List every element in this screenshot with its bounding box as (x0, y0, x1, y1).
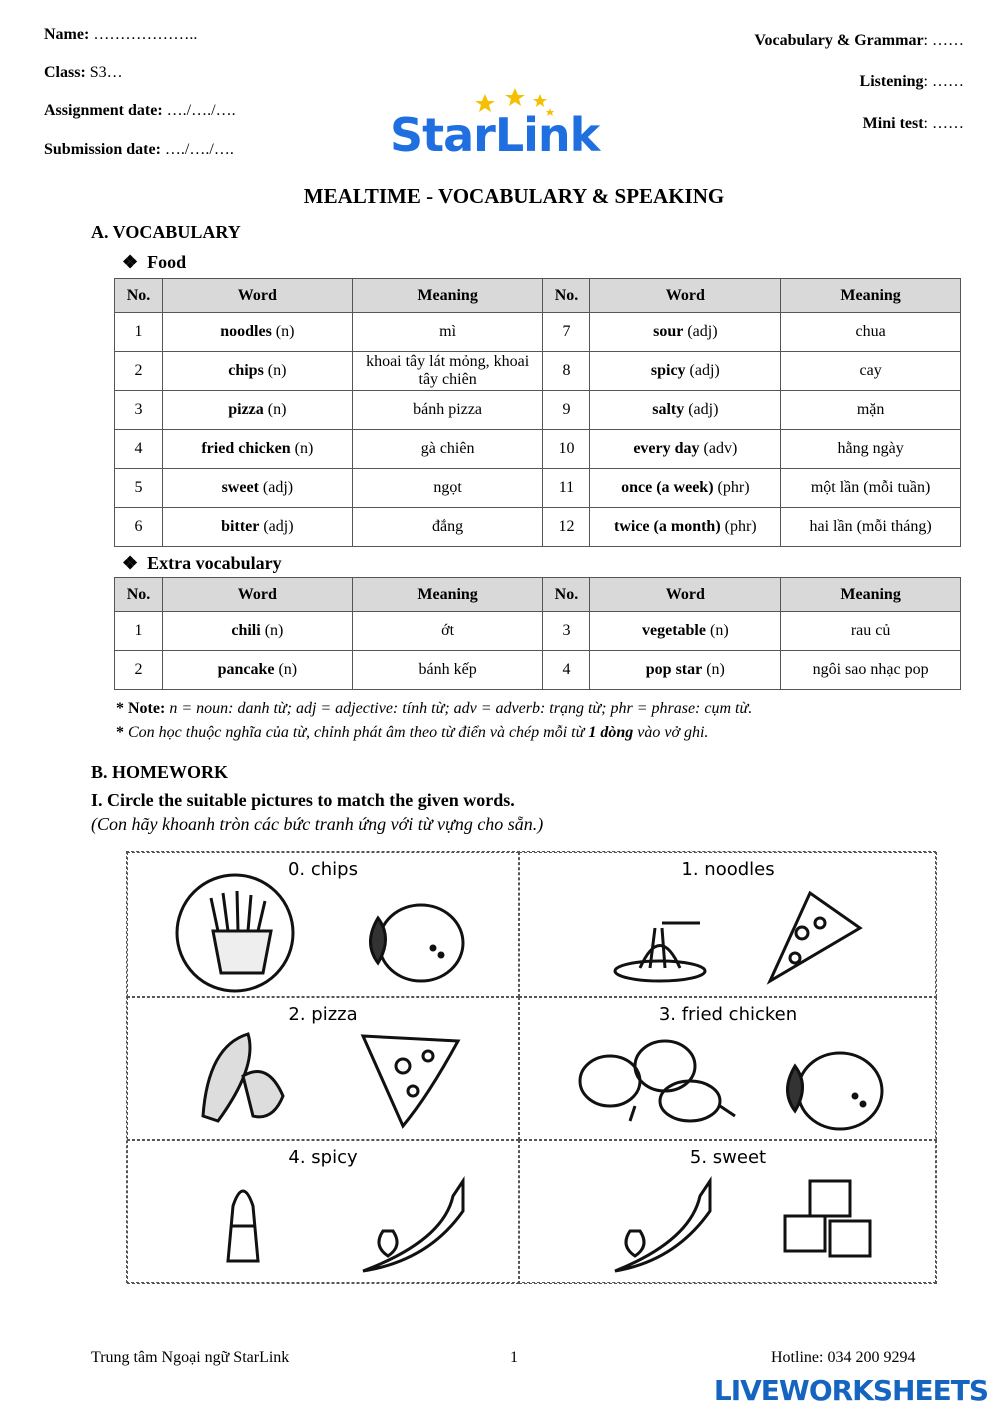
col-no: No. (115, 279, 163, 313)
part-of-speech: (adj) (685, 362, 720, 379)
word: bitter (221, 518, 260, 535)
cell-meaning (352, 430, 543, 469)
row-number: 3 (562, 622, 571, 639)
cell-meaning (352, 469, 543, 508)
item-0-cell (127, 852, 519, 997)
word: sour (653, 323, 684, 340)
cell-no (115, 352, 163, 391)
meaning: ngôi sao nhạc pop (812, 661, 929, 678)
assignment-date (44, 102, 236, 120)
extra-table (114, 577, 961, 690)
word: chili (231, 622, 261, 639)
cell-meaning (352, 313, 543, 352)
meaning: một lần (mỗi tuần) (810, 479, 931, 496)
row-number: 6 (134, 518, 143, 535)
row-number: 2 (134, 661, 143, 678)
cell-meaning (352, 352, 543, 391)
cell-meaning (781, 313, 961, 352)
score-listening (860, 73, 964, 91)
table-header (115, 578, 961, 612)
section-b-heading: B. HOMEWORK (91, 762, 229, 782)
part-of-speech: (n) (705, 622, 729, 639)
meaning: bánh pizza (413, 401, 483, 418)
cell-no (543, 391, 590, 430)
word: once (a week) (621, 479, 714, 496)
row-number: 9 (562, 401, 571, 418)
col-word: Word (590, 578, 781, 612)
word: every day (633, 440, 700, 457)
cell-word (162, 508, 352, 547)
value: : …… (923, 32, 964, 49)
part-of-speech: (n) (274, 661, 298, 678)
part-of-speech: (phr) (720, 518, 757, 535)
meaning: đắng (432, 518, 464, 535)
cell-meaning (352, 391, 543, 430)
cell-meaning (781, 651, 961, 690)
part-of-speech: (n) (290, 440, 314, 457)
meaning: mì (439, 323, 457, 340)
row-number: 11 (558, 479, 575, 496)
part-of-speech: (adv) (699, 440, 738, 457)
col-meaning: Meaning (352, 279, 543, 313)
pizza-slice-picture[interactable] (363, 1036, 458, 1126)
item-1-cell (519, 852, 937, 997)
cell-no (543, 313, 590, 352)
cell-word (590, 651, 781, 690)
food-heading: ❖ Food (122, 252, 187, 272)
note-abbreviations (116, 700, 752, 718)
item-2-cell (127, 997, 519, 1140)
part-of-speech: (adj) (684, 401, 719, 418)
word: twice (a month) (614, 518, 721, 535)
word: chips (228, 362, 264, 379)
meaning: bánh kếp (418, 661, 477, 678)
cell-meaning (352, 651, 543, 690)
word: sweet (221, 479, 259, 496)
part-of-speech: (adj) (683, 323, 718, 340)
meaning: mặn (856, 401, 885, 418)
page-title: MEALTIME - VOCABULARY & SPEAKING (303, 184, 725, 208)
meaning: hằng ngày (837, 440, 904, 457)
meaning: ngọt (433, 479, 462, 496)
cell-no (543, 508, 590, 547)
chili-pepper-picture[interactable] (363, 1181, 463, 1271)
note-text: vào vở ghi. (633, 724, 709, 741)
table-row (115, 391, 961, 430)
row-number: 7 (562, 323, 571, 340)
cell-no (115, 508, 163, 547)
cell-meaning (352, 508, 543, 547)
row-number: 8 (562, 362, 571, 379)
cell-no (115, 313, 163, 352)
part-of-speech: (n) (260, 622, 284, 639)
class-field (44, 64, 123, 82)
food-heading-text: Food (147, 252, 187, 272)
cell-meaning (781, 352, 961, 391)
bullet: * (116, 724, 128, 741)
table-row (115, 612, 961, 651)
value: : …… (923, 115, 964, 132)
label: Assignment date: (44, 102, 163, 119)
cell-word (162, 469, 352, 508)
cell-meaning (781, 430, 961, 469)
note-emphasis: 1 dòng (588, 724, 634, 741)
cell-no (115, 651, 163, 690)
label: Name: (44, 26, 90, 43)
value: …./…./…. (166, 102, 236, 119)
pizza-slice-picture[interactable] (770, 893, 860, 981)
bullet: * (116, 700, 128, 717)
cell-word (590, 508, 781, 547)
chips-picture[interactable] (177, 875, 293, 991)
cell-word (590, 469, 781, 508)
item-5-cell (519, 1140, 937, 1284)
cell-word (162, 612, 352, 651)
label: Class: (44, 64, 86, 81)
cell-no (115, 430, 163, 469)
value: ……………….. (93, 26, 198, 43)
word: pop star (645, 661, 703, 678)
row-number: 2 (134, 362, 143, 379)
col-no: No. (115, 578, 163, 612)
part-of-speech: (n) (702, 661, 725, 678)
score-mini-test (863, 115, 964, 133)
meaning: chua (855, 323, 886, 340)
table-row (115, 352, 961, 391)
table-row (115, 508, 961, 547)
part-of-speech: (n) (263, 401, 287, 418)
noodles-picture[interactable] (615, 923, 705, 981)
label: Mini test (862, 115, 924, 132)
label: Submission date: (44, 141, 161, 158)
meaning: khoai tây lát mỏng, khoai tây chiên (366, 353, 530, 388)
label: Listening (859, 73, 924, 90)
value: …./…./…. (164, 141, 234, 158)
cell-no (543, 469, 590, 508)
logo-text: StarLink (390, 108, 600, 162)
lemon-picture[interactable] (371, 905, 464, 981)
cell-no (543, 352, 590, 391)
note-label: Note: (128, 700, 166, 717)
cell-meaning (781, 508, 961, 547)
cell-meaning (781, 612, 961, 651)
label: Vocabulary & Grammar (754, 32, 924, 49)
col-no: No. (543, 578, 590, 612)
row-number: 1 (134, 622, 143, 639)
col-word: Word (162, 578, 352, 612)
submission-date (44, 141, 234, 159)
value: S3… (89, 64, 123, 81)
cell-meaning (781, 391, 961, 430)
task-1-translation: (Con hãy khoanh tròn các bức tranh ứng với từ vựng cho sẵn.) (91, 814, 544, 834)
cell-word (590, 391, 781, 430)
row-number: 3 (134, 401, 143, 418)
extra-heading-text: Extra vocabulary (147, 553, 282, 573)
chili-pepper-picture[interactable] (615, 1181, 710, 1271)
score-vocab-grammar (754, 32, 964, 50)
meaning: gà chiên (420, 440, 475, 457)
cell-word (162, 313, 352, 352)
item-label: 4. spicy (288, 1147, 358, 1168)
col-meaning: Meaning (781, 578, 961, 612)
cell-no (115, 469, 163, 508)
section-a-heading: A. VOCABULARY (91, 222, 241, 242)
word: spicy (650, 362, 686, 379)
part-of-speech: (n) (271, 323, 295, 340)
col-no: No. (543, 279, 590, 313)
liveworksheets-logo[interactable]: LIVEWORKSHEETS (713, 1374, 988, 1407)
page-number: 1 (510, 1349, 518, 1366)
table-row (115, 430, 961, 469)
item-4-cell (127, 1140, 519, 1284)
meaning: hai lần (mỗi tháng) (809, 518, 932, 535)
bitter-melon-picture[interactable] (203, 1034, 283, 1121)
part-of-speech: (adj) (258, 479, 294, 496)
table-row (115, 469, 961, 508)
word: pancake (217, 661, 275, 678)
fried-chicken-picture[interactable] (580, 1041, 735, 1121)
note-text: Con học thuộc nghĩa của từ, chỉnh phát âm theo từ điển và chép mỗi từ (128, 724, 589, 741)
word: salty (652, 401, 685, 418)
note-text: n = noun: danh từ; adj = adjective: tính từ; adv = adverb: trạng từ; phr = phrase: cụm từ. (165, 700, 753, 717)
salt-shaker-picture[interactable] (228, 1191, 258, 1261)
row-number: 4 (562, 661, 571, 678)
cell-word (162, 391, 352, 430)
starlink-logo (390, 88, 635, 168)
task-1-instruction: I. Circle the suitable pictures to match the given words. (91, 790, 515, 810)
table-header (115, 279, 961, 313)
food-table (114, 278, 961, 547)
row-number: 10 (558, 440, 575, 457)
item-label: 0. chips (287, 859, 358, 880)
cell-word (590, 313, 781, 352)
cell-no (115, 612, 163, 651)
cell-word (162, 352, 352, 391)
part-of-speech: (adj) (259, 518, 294, 535)
word: fried chicken (201, 440, 291, 457)
cell-meaning (781, 469, 961, 508)
picture-grid (126, 851, 936, 1283)
cell-meaning (352, 612, 543, 651)
part-of-speech: (n) (263, 362, 287, 379)
item-label: 5. sweet (689, 1147, 767, 1168)
meaning: rau củ (850, 622, 891, 639)
footer-center-name: Trung tâm Ngoại ngữ StarLink (91, 1349, 290, 1366)
table-row (115, 651, 961, 690)
lemon-picture[interactable] (788, 1053, 883, 1129)
item-3-cell (519, 997, 937, 1140)
row-number: 12 (558, 518, 575, 535)
row-number: 1 (134, 323, 143, 340)
cell-no (543, 651, 590, 690)
word: vegetable (642, 622, 706, 639)
cell-no (543, 612, 590, 651)
sugar-cubes-picture[interactable] (785, 1181, 870, 1256)
extra-heading: ❖ Extra vocabulary (122, 553, 282, 573)
footer-hotline: Hotline: 034 200 9294 (771, 1349, 916, 1366)
cell-no (115, 391, 163, 430)
col-meaning: Meaning (352, 578, 543, 612)
value: : …… (923, 73, 964, 90)
note-instruction (116, 724, 708, 742)
cell-no (543, 430, 590, 469)
meaning: ớt (441, 622, 455, 639)
row-number: 4 (134, 440, 143, 457)
name-field[interactable] (44, 26, 197, 44)
meaning: cay (859, 362, 882, 379)
cell-word (590, 612, 781, 651)
row-number: 5 (134, 479, 143, 496)
table-row (115, 313, 961, 352)
col-word: Word (162, 279, 352, 313)
cell-word (162, 430, 352, 469)
part-of-speech: (phr) (713, 479, 750, 496)
word: pizza (228, 401, 264, 418)
cell-word (162, 651, 352, 690)
item-label: 2. pizza (288, 1004, 358, 1025)
item-label: 1. noodles (681, 859, 775, 880)
word: noodles (220, 323, 272, 340)
item-label: 3. fried chicken (658, 1004, 798, 1025)
cell-word (590, 352, 781, 391)
cell-word (590, 430, 781, 469)
col-meaning: Meaning (781, 279, 961, 313)
col-word: Word (590, 279, 781, 313)
